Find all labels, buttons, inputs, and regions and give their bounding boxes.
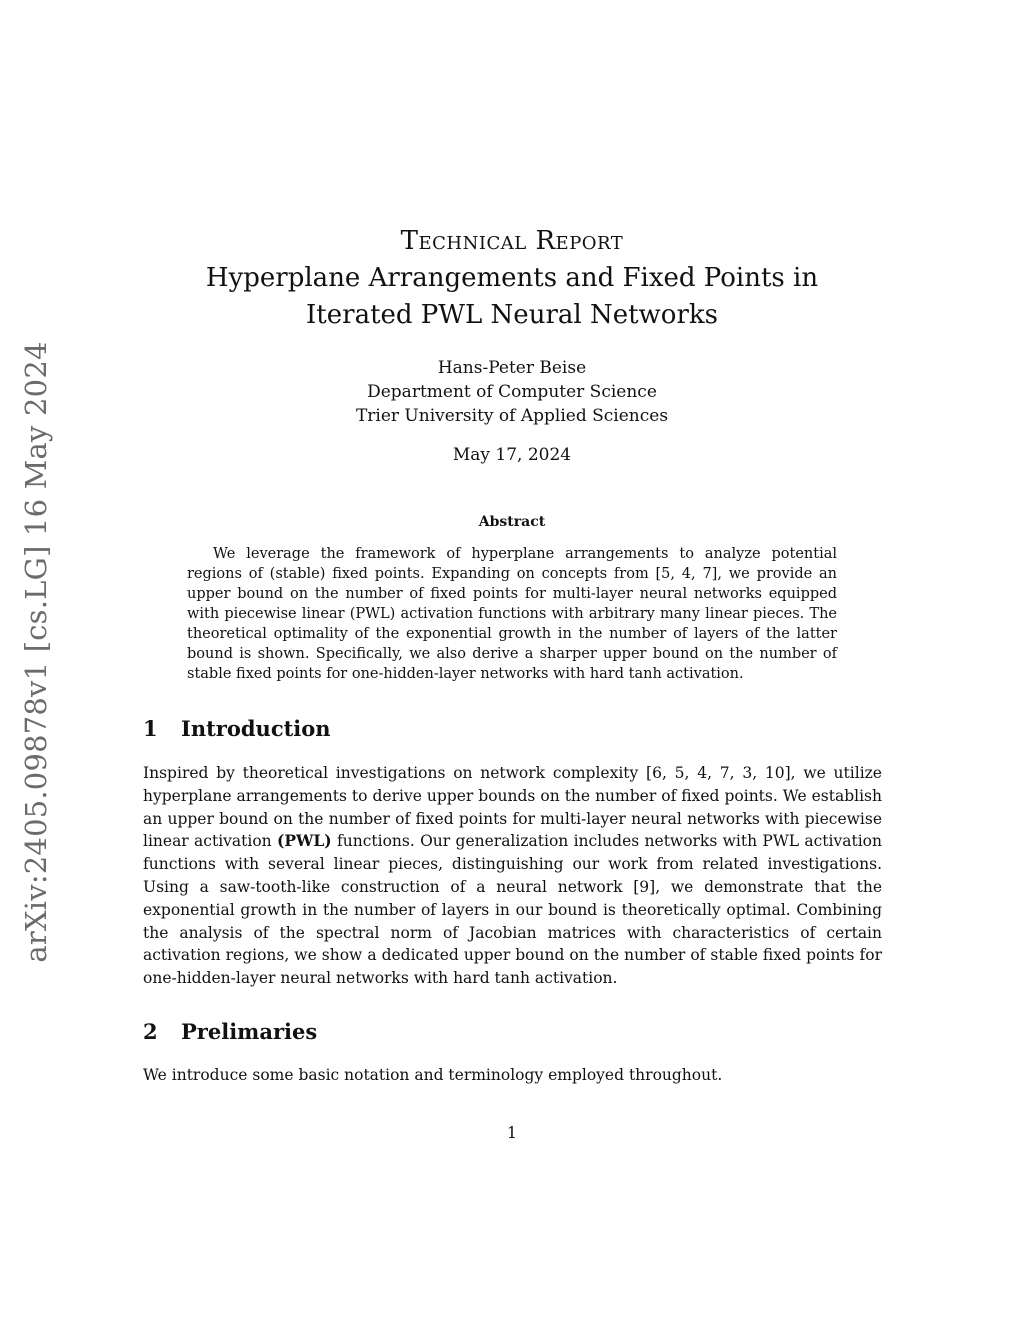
pwl-term: (PWL) <box>277 831 332 851</box>
abstract-text: We leverage the framework of hyperplane arrangements to analyze potential regions of (stable) fixed points. Expanding on concepts from [5, 4, 7], we provide an upper bound on the number of fixed points for multi-layer neural networks equipped with piecewise linear (PWL) activation functions with arbitrary many linear pieces. The theoretical optimality of the exponential growth in the number of layers of the latter bound is shown. Specifically, we also derive a sharper upper bound on the number of stable fixed points for one-hidden-layer networks with hard tanh activation. <box>187 546 837 682</box>
introduction-paragraph <box>143 762 882 990</box>
abstract-heading: Abstract <box>478 514 546 530</box>
page-number: 1 <box>506 1123 518 1142</box>
author-department: Department of Computer Science <box>367 382 657 402</box>
section-number: 1 <box>143 716 158 741</box>
paper-title: Hyperplane Arrangements and Fixed Points in Iterated PWL Neural Networks <box>205 263 819 330</box>
report-label: Technical Report <box>400 226 624 256</box>
section-heading-introduction <box>143 716 331 741</box>
author-name: Hans-Peter Beise <box>437 358 587 378</box>
author-block <box>0 356 1024 428</box>
prelimaries-paragraph: We introduce some basic notation and terminology employed throughout. <box>143 1066 723 1084</box>
introduction-text-part-1: Inspired by theoretical investigations on network complexity [6, 5, 4, 7, 3, 10], we utilize hyperplane arrangements to derive upper bounds on the number of fixed points. We establish an upper bound on the number of fixed points for multi-layer neural networks with piecewise linear activation <box>143 764 882 851</box>
paper-date: May 17, 2024 <box>452 445 572 465</box>
section-title: Prelimaries <box>181 1019 318 1044</box>
section-heading-prelimaries <box>143 1019 317 1044</box>
section-number: 2 <box>143 1019 158 1044</box>
section-title: Introduction <box>181 716 331 741</box>
author-institution: Trier University of Applied Sciences <box>355 406 669 426</box>
introduction-text-part-2: functions. Our generalization includes networks with PWL activation functions with several linear pieces, distinguishing our work from related investigations. Using a saw-tooth-like construction of a neural network [9], we demonstrate that the exponential growth in the number of layers in our bound is theoretically optimal. Combining the analysis of the spectral norm of Jacobian matrices with characteristics of certain activation regions, we show a dedicated upper bound on the number of stable fixed points for one-hidden-layer neural networks with hard tanh activation. <box>143 832 882 988</box>
arxiv-identifier: arXiv:2405.09878v1 [cs.LG] 16 May 2024 <box>19 341 53 963</box>
